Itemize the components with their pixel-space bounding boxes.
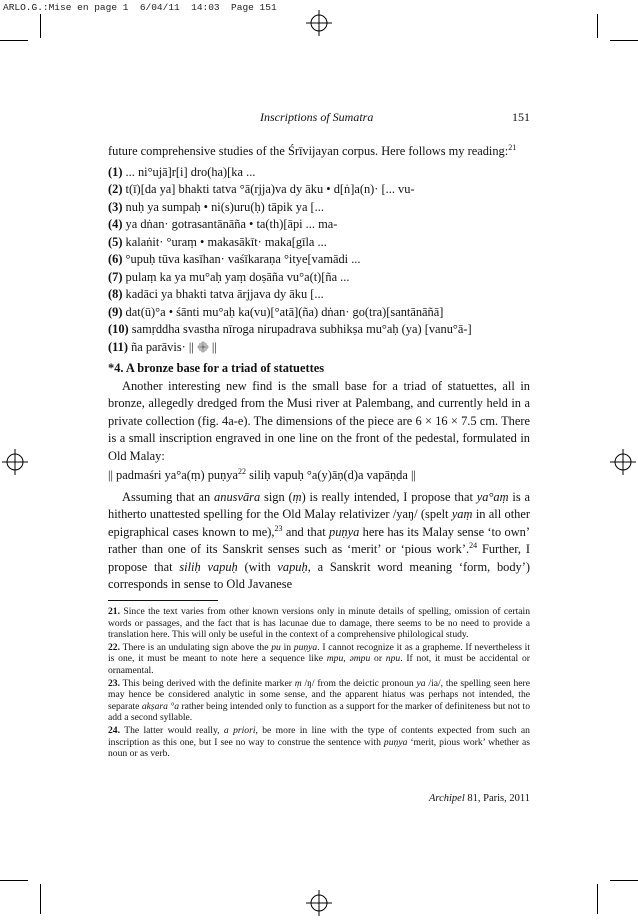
reading-line: (3) nuḥ ya sumpaḥ • ni(s)uru(ḥ) tāpik ya [...	[108, 199, 324, 214]
reading-line: (11) ña parāvis· || ||	[108, 339, 217, 354]
footnote-ref: 23	[274, 523, 283, 533]
intro-paragraph: future comprehensive studies of the Śrīvijayan corpus. Here follows my reading:$^{21}$	[108, 143, 517, 158]
reading-list	[108, 164, 530, 357]
registration-mark-right-icon	[610, 449, 636, 475]
registration-mark-bottom-icon	[306, 890, 332, 916]
reading-line: (5) kalaṅit· °uraṃ • makasākīt· maka[gīla ...	[108, 234, 327, 249]
crop-mark-bottom-right-v	[597, 884, 598, 914]
reading-line: (2) t(ī)[da ya] bhakti tatva °ā(rjja)va dy āku • d[ṅ]a(n)· [... vu-	[108, 182, 415, 196]
footnote: 21. Since the text varies from other known versions only in minute details of spelling, omission of certain words or passages, and the fact that is has lacunae due to damage, there seems to be no need to provide a translation here. This will only be useful in the context of a comprehensive philological study.	[108, 606, 530, 641]
section-heading: *4. A bronze base for a triad of statuettes	[108, 361, 325, 375]
crop-mark-bottom-right-h	[610, 880, 638, 881]
footnote-ref: 22	[238, 467, 246, 476]
footnote: 22. There is an undulating sign above the pu in puṇya. I cannot recognize it as a grapheme. If nevertheless it is one, it must be meant to note here a sequence like mpu, əmpu or npu. If not, it must be accidental or ornamental.	[108, 641, 531, 676]
footnote-ref: 21	[508, 143, 517, 152]
reading-line: (10) samṛddha svastha nīroga nirupadrava subhikṣa mu°aḥ (ya) [vanu°ā-]	[108, 322, 472, 336]
footnote: 24. The latter would really, a priori, be more in line with the type of contents expected from such an inscription as this one, but I see no way to construe the sentence with puṇya ‘merit, pious work’ whether as noun or as verb.	[108, 724, 530, 760]
page-number: 151	[512, 110, 530, 124]
running-header	[108, 110, 530, 126]
page-footer	[429, 793, 530, 804]
crop-mark-top-right-v	[597, 14, 598, 38]
print-slug: ARLO.G.:Mise en page 1 6/04/11 14:03 Page 151	[3, 2, 277, 13]
paragraph: Another interesting new find is the small base for a triad of statuettes, all in bronze, allegedly dredged from the Musi river at Palembang, and currently held in a private collection (fig. 4a-e). The dimensions of the piece are 6 × 16 × 7.5 cm. There is a small inscription engraved in one line on the front of the pedestal, formulated in Old Malay:	[108, 378, 530, 463]
main-text	[108, 143, 530, 594]
crop-mark-top-right-h	[610, 40, 638, 41]
crop-mark-top-left-v	[40, 14, 41, 38]
footnotes	[108, 606, 530, 761]
crop-mark-top-left-h	[0, 40, 28, 41]
journal-details: 81, Paris, 2011	[464, 793, 530, 804]
registration-mark-left-icon	[2, 449, 28, 475]
running-title: Inscriptions of Sumatra	[260, 110, 374, 124]
registration-mark-top-icon	[306, 10, 332, 36]
inscription-line: || padmaśri ya°a(ṃ) puṇya$^{22}$ siliḥ vapuḥ °a(y)āṇ(d)a vapāṇḍa ||	[108, 467, 416, 482]
reading-line: (8) kadāci ya bhakti tatva ārjjava dy āku [...	[108, 287, 324, 301]
reading-line: (4) ya dṅan· gotrasantānāña • ta(th)[āpi ... ma-	[108, 217, 338, 231]
footnote-rule	[108, 600, 218, 601]
crop-mark-bottom-left-h	[0, 880, 28, 881]
flower-ornament-icon	[197, 341, 209, 353]
crop-mark-bottom-left-v	[40, 884, 41, 914]
reading-line: (1) ... ni°ujā]r[i] dro(ha)[ka ...	[108, 164, 256, 179]
footnote-ref: 24	[469, 541, 478, 550]
footnote: 23. This being derived with the definite marker ṃ /ŋ/ from the deictic pronoun ya /ia/, the spelling seen here may hence be considered analytic in some sense, and the apparent hiatus was perhaps not intended, the separate akṣara °a rather being intended only to function as a support for the marker of definiteness but not to add a second syllable.	[108, 677, 530, 724]
reading-line: (9) dat(ū)°a • śānti mu°aḥ ka(vu)[°atā](ña) dṅan· go(tra)[santānāñā]	[108, 304, 444, 319]
reading-line: (6) °upuḥ tūva kasīhan· vaśīkaraṇa °itye[vamādi ...	[108, 252, 361, 266]
journal-name: Archipel	[428, 793, 465, 804]
paragraph: Assuming that an anusvāra sign (ṃ) is really intended, I propose that ya°aṃ is a hitherto unattested spelling for the Old Malay relativizer /yaŋ/ (spelt yaṃ in all other epigraphical cases known to me),$^{23}$ and that puṇya here has its Malay sense ‘to own’ rather than one of its Sanskrit senses such as ‘merit’ or ‘pious work’.$^{24}$ Further, I propose that siliḥ vapuḥ (with vapuḥ, a Sanskrit word meaning ‘form, body’) corresponds in sense to Old Javanese	[108, 489, 531, 591]
reading-line: (7) pulaṃ ka ya mu°aḥ yaṃ doṣāña vu°a(t)[ña ...	[108, 269, 350, 284]
